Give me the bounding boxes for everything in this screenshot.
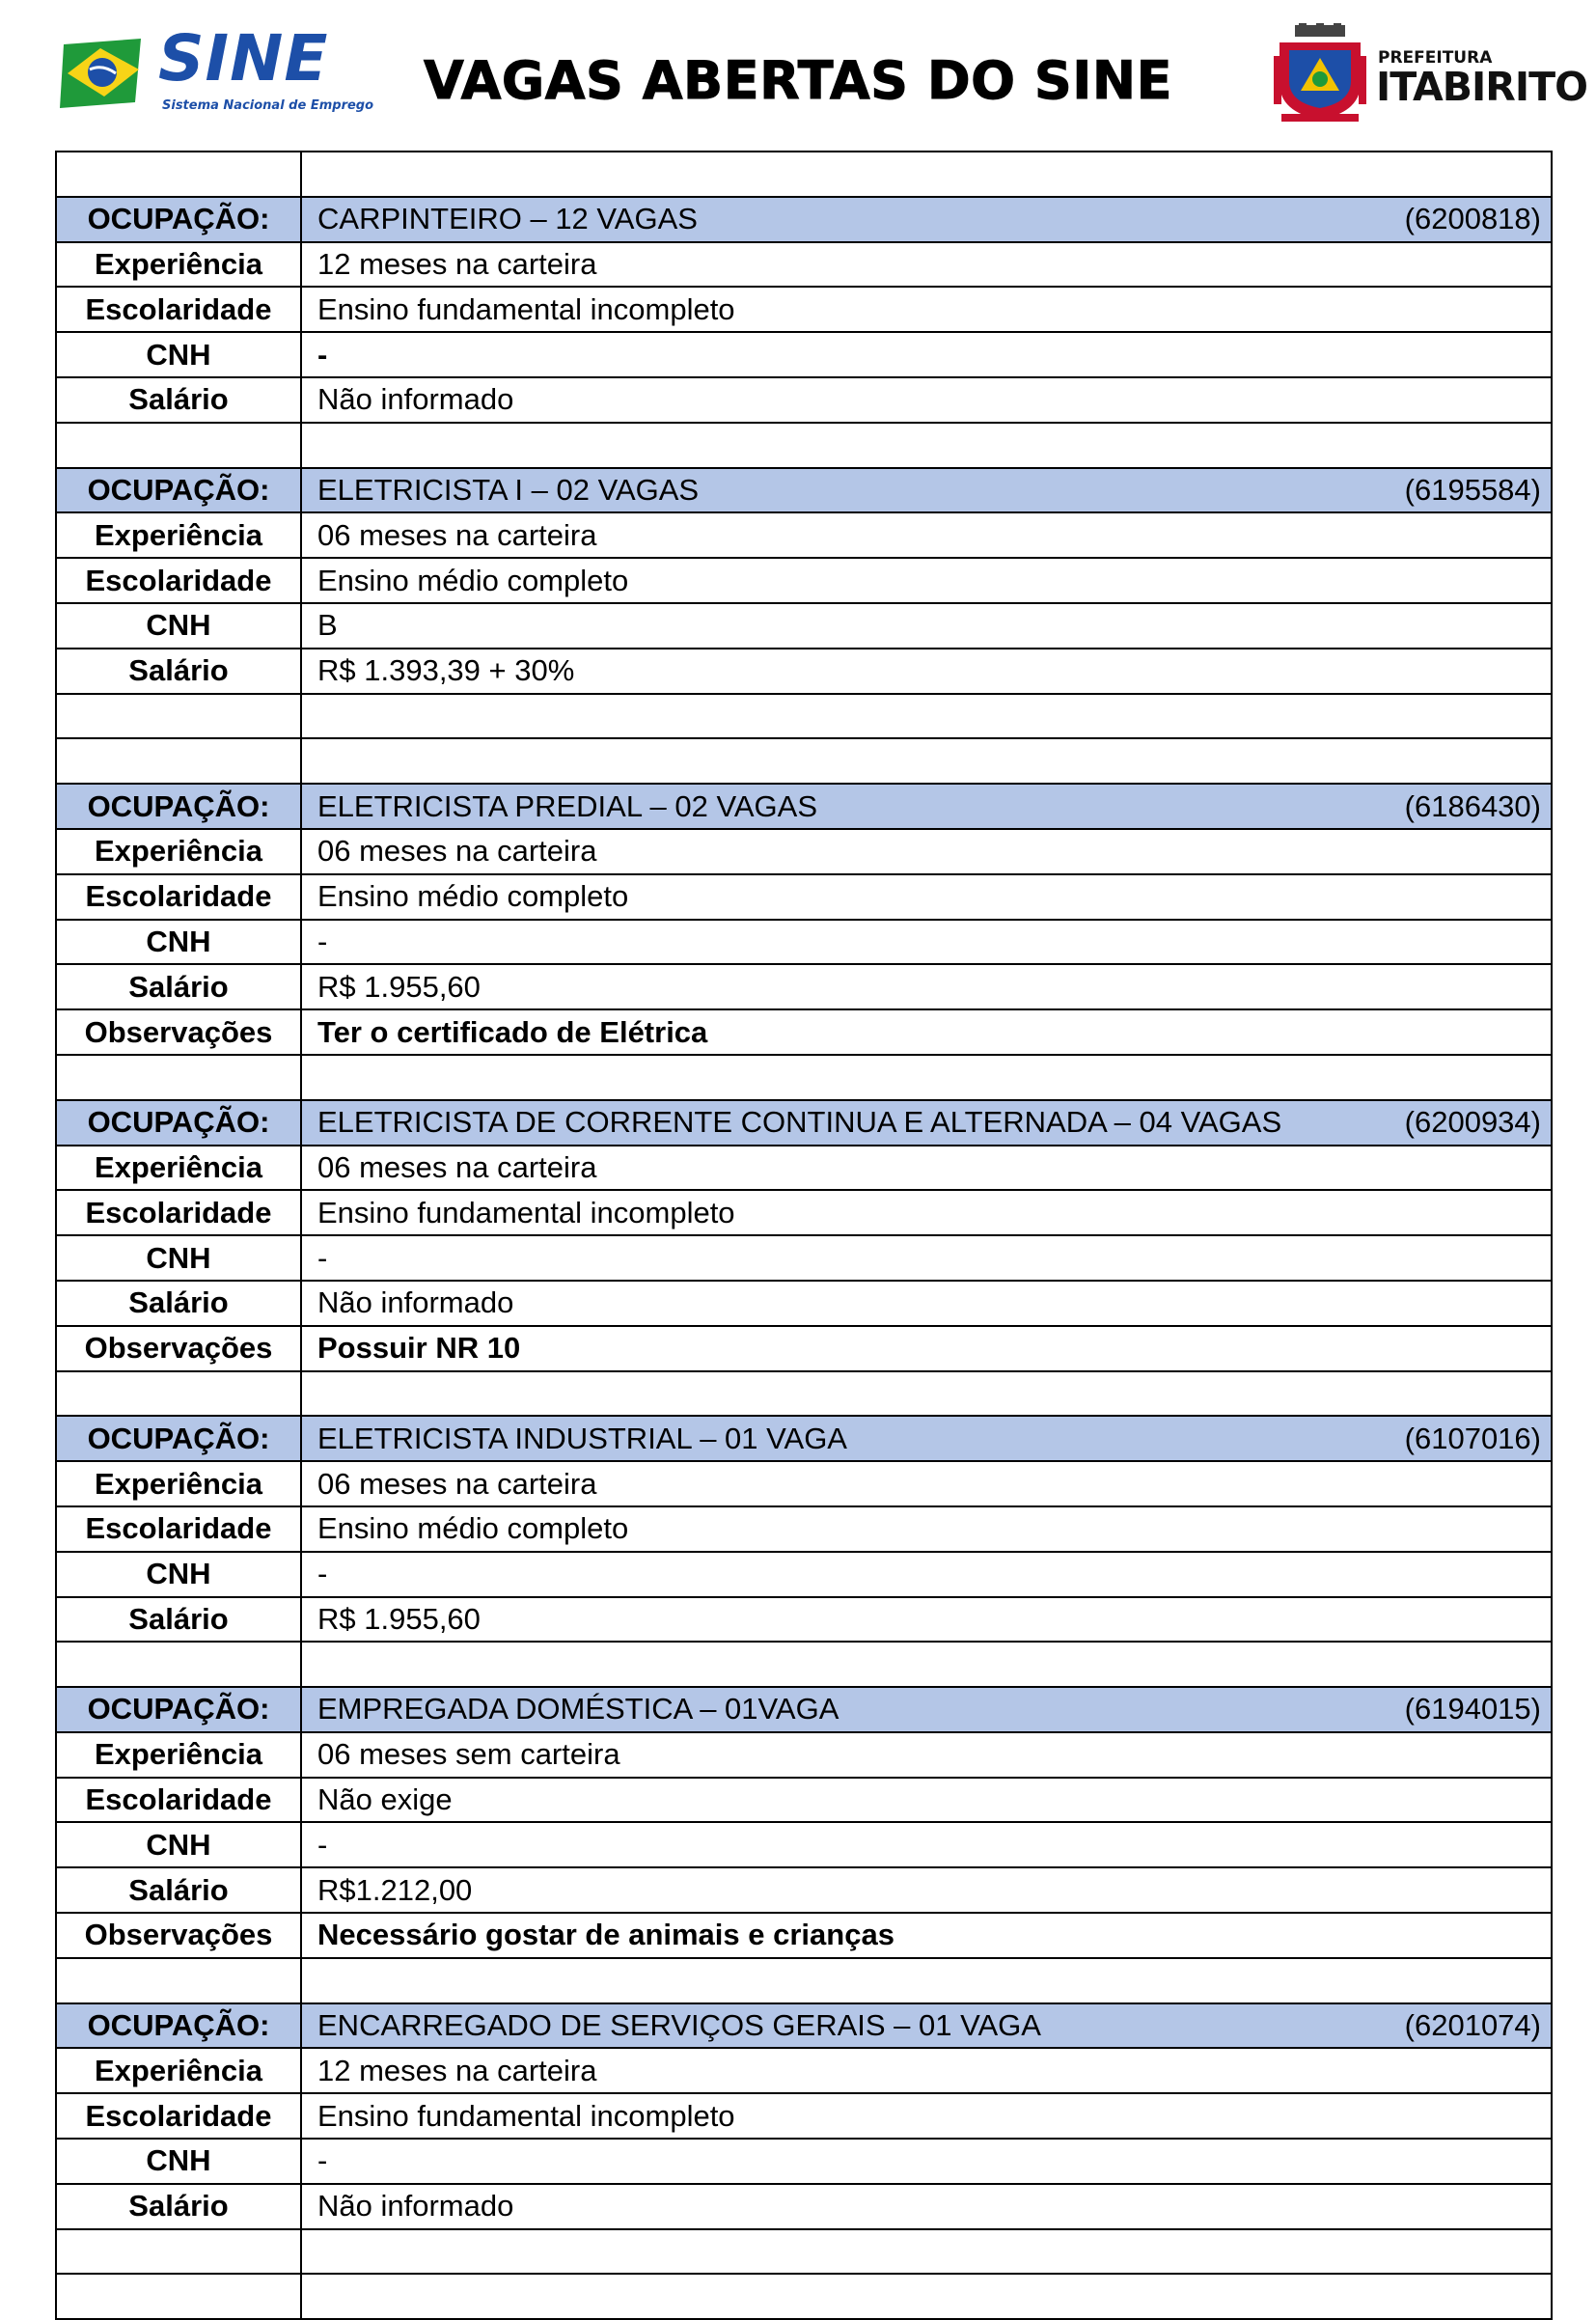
occupation-row <box>56 197 1552 242</box>
experience-label: Experiência <box>56 1146 301 1191</box>
salary-value: R$ 1.955,60 <box>301 964 1552 1009</box>
salary-label: Salário <box>56 964 301 1009</box>
occupation-code: (6195584) <box>1404 472 1541 507</box>
occupation-label: OCUPAÇÃO: <box>56 468 301 513</box>
page-header <box>0 0 1596 145</box>
salary-row <box>56 377 1552 423</box>
salary-row <box>56 1281 1552 1326</box>
education-row <box>56 287 1552 332</box>
notes-row <box>56 1009 1552 1055</box>
occupation-title: CARPINTEIRO – 12 VAGAS <box>317 202 698 236</box>
license-row <box>56 332 1552 377</box>
salary-label: Salário <box>56 1597 301 1643</box>
page-title: VAGAS ABERTAS DO SINE <box>424 50 1172 111</box>
occupation-code: (6201074) <box>1404 2008 1541 2043</box>
notes-value: Ter o certificado de Elétrica <box>301 1009 1552 1055</box>
spacer-row <box>56 1958 1552 2003</box>
education-row <box>56 558 1552 603</box>
experience-row <box>56 1732 1552 1778</box>
salary-row <box>56 1597 1552 1643</box>
experience-row <box>56 1146 1552 1191</box>
education-value: Ensino médio completo <box>301 1506 1552 1552</box>
occupation-label: OCUPAÇÃO: <box>56 2003 301 2049</box>
experience-row <box>56 242 1552 288</box>
experience-value: 12 meses na carteira <box>301 2048 1552 2093</box>
experience-label: Experiência <box>56 1732 301 1778</box>
sine-logo-subtitle: Sistema Nacional de Emprego <box>162 98 374 113</box>
experience-row <box>56 1461 1552 1506</box>
occupation-title: ELETRICISTA DE CORRENTE CONTINUA E ALTERNADA – 04 VAGAS <box>317 1105 1282 1140</box>
license-row <box>56 2139 1552 2184</box>
notes-row <box>56 1326 1552 1371</box>
education-label: Escolaridade <box>56 1190 301 1235</box>
spacer-row <box>56 2274 1552 2319</box>
license-label: CNH <box>56 1552 301 1597</box>
salary-label: Salário <box>56 1281 301 1326</box>
notes-label: Observações <box>56 1913 301 1958</box>
salary-row <box>56 2184 1552 2229</box>
license-label: CNH <box>56 603 301 649</box>
education-value: Ensino médio completo <box>301 558 1552 603</box>
occupation-label: OCUPAÇÃO: <box>56 197 301 242</box>
salary-value: Não informado <box>301 1281 1552 1326</box>
license-value: - <box>301 2139 1552 2184</box>
salary-row <box>56 649 1552 694</box>
education-row <box>56 1190 1552 1235</box>
education-value: Ensino fundamental incompleto <box>301 287 1552 332</box>
occupation-label: OCUPAÇÃO: <box>56 1687 301 1732</box>
spacer-row <box>56 1642 1552 1687</box>
spacer-row <box>56 694 1552 739</box>
occupation-label: OCUPAÇÃO: <box>56 1416 301 1461</box>
experience-value: 06 meses na carteira <box>301 1146 1552 1191</box>
license-row <box>56 920 1552 965</box>
license-row <box>56 1552 1552 1597</box>
license-value: - <box>301 332 1552 377</box>
occupation-code: (6107016) <box>1404 1421 1541 1455</box>
occupation-row <box>56 468 1552 513</box>
prefeitura-label: PREFEITURA <box>1378 48 1493 68</box>
occupation-code: (6200818) <box>1404 202 1541 236</box>
salary-row <box>56 1867 1552 1913</box>
license-row <box>56 1235 1552 1281</box>
notes-value: Necessário gostar de animais e crianças <box>301 1913 1552 1958</box>
notes-label: Observações <box>56 1009 301 1055</box>
salary-row <box>56 964 1552 1009</box>
education-row <box>56 1506 1552 1552</box>
experience-row <box>56 2048 1552 2093</box>
occupation-title: ELETRICISTA INDUSTRIAL – 01 VAGA <box>317 1421 847 1455</box>
spacer-row <box>56 152 1552 197</box>
education-value: Ensino médio completo <box>301 874 1552 920</box>
license-row <box>56 1822 1552 1867</box>
experience-value: 06 meses na carteira <box>301 1461 1552 1506</box>
salary-value: Não informado <box>301 377 1552 423</box>
education-row <box>56 1778 1552 1823</box>
city-name: ITABIRITO <box>1376 64 1587 110</box>
experience-label: Experiência <box>56 242 301 288</box>
experience-row <box>56 512 1552 558</box>
education-row <box>56 2093 1552 2139</box>
salary-label: Salário <box>56 377 301 423</box>
salary-value: R$ 1.393,39 + 30% <box>301 649 1552 694</box>
license-label: CNH <box>56 2139 301 2184</box>
license-label: CNH <box>56 1822 301 1867</box>
spacer-row <box>56 1371 1552 1417</box>
salary-value: Não informado <box>301 2184 1552 2229</box>
experience-value: 06 meses sem carteira <box>301 1732 1552 1778</box>
experience-label: Experiência <box>56 1461 301 1506</box>
salary-label: Salário <box>56 649 301 694</box>
salary-label: Salário <box>56 2184 301 2229</box>
education-value: Não exige <box>301 1778 1552 1823</box>
license-value: - <box>301 1822 1552 1867</box>
education-label: Escolaridade <box>56 2093 301 2139</box>
occupation-row <box>56 1687 1552 1732</box>
education-label: Escolaridade <box>56 287 301 332</box>
education-label: Escolaridade <box>56 1778 301 1823</box>
education-row <box>56 874 1552 920</box>
spacer-row <box>56 738 1552 784</box>
occupation-row <box>56 784 1552 829</box>
occupation-row <box>56 1416 1552 1461</box>
occupation-title: ELETRICISTA PREDIAL – 02 VAGAS <box>317 788 818 823</box>
occupation-title: ENCARREGADO DE SERVIÇOS GERAIS – 01 VAGA <box>317 2008 1041 2043</box>
experience-label: Experiência <box>56 829 301 874</box>
notes-label: Observações <box>56 1326 301 1371</box>
occupation-code: (6194015) <box>1404 1692 1541 1726</box>
education-label: Escolaridade <box>56 874 301 920</box>
license-value: - <box>301 1552 1552 1597</box>
education-label: Escolaridade <box>56 1506 301 1552</box>
salary-value: R$1.212,00 <box>301 1867 1552 1913</box>
experience-row <box>56 829 1552 874</box>
education-label: Escolaridade <box>56 558 301 603</box>
city-crest-icon <box>1272 23 1368 124</box>
salary-label: Salário <box>56 1867 301 1913</box>
occupation-row <box>56 1100 1552 1146</box>
license-label: CNH <box>56 1235 301 1281</box>
experience-label: Experiência <box>56 2048 301 2093</box>
prefeitura-logo <box>1272 23 1587 124</box>
spacer-row <box>56 423 1552 468</box>
notes-row <box>56 1913 1552 1958</box>
license-label: CNH <box>56 920 301 965</box>
job-openings-table <box>55 151 1553 2320</box>
notes-value: Possuir NR 10 <box>301 1326 1552 1371</box>
education-value: Ensino fundamental incompleto <box>301 1190 1552 1235</box>
occupation-title: EMPREGADA DOMÉSTICA – 01VAGA <box>317 1692 839 1726</box>
occupation-label: OCUPAÇÃO: <box>56 1100 301 1146</box>
education-value: Ensino fundamental incompleto <box>301 2093 1552 2139</box>
occupation-row <box>56 2003 1552 2049</box>
license-value: - <box>301 1235 1552 1281</box>
experience-value: 06 meses na carteira <box>301 829 1552 874</box>
license-value: B <box>301 603 1552 649</box>
salary-value: R$ 1.955,60 <box>301 1597 1552 1643</box>
occupation-code: (6186430) <box>1404 788 1541 823</box>
license-value: - <box>301 920 1552 965</box>
occupation-title: ELETRICISTA I – 02 VAGAS <box>317 472 700 507</box>
license-row <box>56 603 1552 649</box>
occupation-label: OCUPAÇÃO: <box>56 784 301 829</box>
license-label: CNH <box>56 332 301 377</box>
occupation-code: (6200934) <box>1404 1105 1541 1140</box>
sine-logo-text: SINE <box>158 21 329 96</box>
experience-value: 12 meses na carteira <box>301 242 1552 288</box>
spacer-row <box>56 2229 1552 2275</box>
experience-value: 06 meses na carteira <box>301 512 1552 558</box>
spacer-row <box>56 1055 1552 1100</box>
experience-label: Experiência <box>56 512 301 558</box>
